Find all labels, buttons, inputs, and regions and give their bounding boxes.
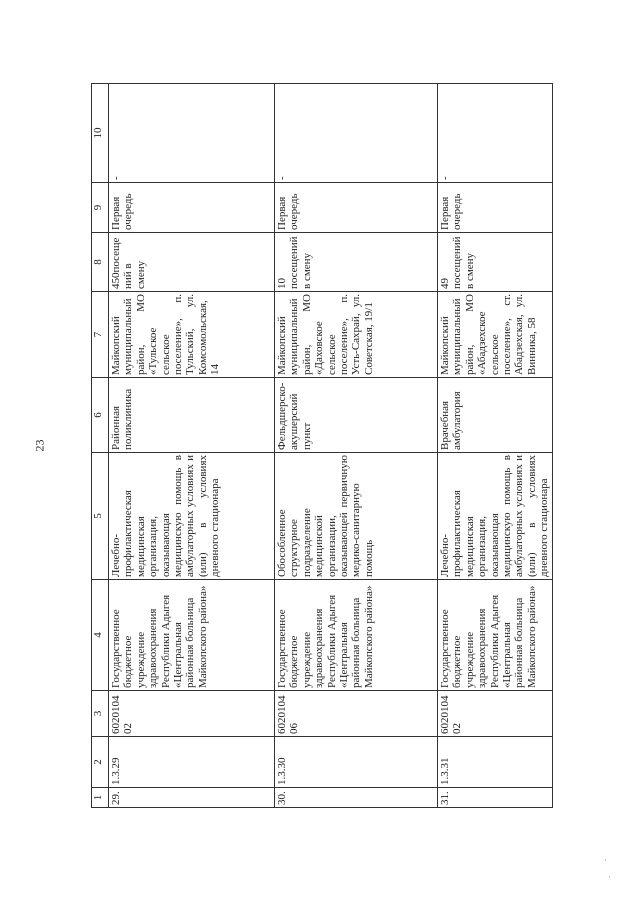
table-row — [438, 84, 553, 808]
facilities-table — [91, 83, 553, 808]
org-id: 602010402 — [438, 691, 553, 737]
organization-type: Обособленное структурное подразделение медицинской организации, оказывающей первичную медико-санитарную помощь — [275, 453, 438, 580]
capacity: 49 посещений в смену — [438, 233, 553, 292]
organization-type: Лечебно-профилактическая медицинская организация, оказывающая медицинскую помощь в амбулаторных условиях и (или) в условиях дневного стационара — [438, 453, 553, 580]
col-header-7: 7 — [92, 292, 109, 378]
row-number: 29. — [109, 788, 275, 808]
table-row — [109, 84, 275, 808]
col-header-6: 6 — [92, 378, 109, 453]
page-number: 23 — [32, 439, 47, 452]
scan-speck: · — [604, 855, 607, 865]
col-header-5: 5 — [92, 453, 109, 580]
facility-type: Районная поликлиника — [109, 378, 275, 453]
item-code: 1.3.30 — [275, 737, 438, 788]
item-code: 1.3.31 — [438, 737, 553, 788]
org-id: 602010406 — [275, 691, 438, 737]
capacity: 10 посещений в смену — [275, 233, 438, 292]
header-row — [92, 84, 109, 808]
table-row — [275, 84, 438, 808]
facility-type: Врачебная амбулатория — [438, 378, 553, 453]
address: Майкопский муниципальный район, МО «Абадзехское сельское поселение», ст. Абадзехская, ул. Винника, 58 — [438, 292, 553, 378]
organization-name: Государственное бюджетное учреждение здравоохранения Республики Адыгея «Центральная районная больница Майкопского района» — [275, 580, 438, 691]
row-number: 30. — [275, 788, 438, 808]
address: Майкопский муниципальный район, МО «Тульское сельское поселение», п. Тульский, ул. Комсомольская, 14 — [109, 292, 275, 378]
organization-name: Государственное бюджетное учреждение здравоохранения Республики Адыгея «Центральная районная больница Майкопского района» — [109, 580, 275, 691]
queue: Первая очередь — [438, 183, 553, 233]
capacity: 450посещений в смену — [109, 233, 275, 292]
queue: Первая очередь — [275, 183, 438, 233]
facility-type: Фельдшерско-акушерский пункт — [275, 378, 438, 453]
organization-name: Государственное бюджетное учреждение здравоохранения Республики Адыгея «Центральная районная больница Майкопского района» — [438, 580, 553, 691]
note: - — [109, 84, 275, 183]
col-header-3: 3 — [92, 691, 109, 737]
col-header-8: 8 — [92, 233, 109, 292]
item-code: 1.3.29 — [109, 737, 275, 788]
col-header-4: 4 — [92, 580, 109, 691]
address: Майкопский муниципальный район, МО «Даховское сельское поселение», п. Усть-Сахрай, ул. Советская, 19/1 — [275, 292, 438, 378]
col-header-2: 2 — [92, 737, 109, 788]
organization-type: Лечебно-профилактическая медицинская организация, оказывающая медицинскую помощь в амбулаторных условиях и (или) в условиях дневного стационара — [109, 453, 275, 580]
rotated-table-container — [91, 84, 551, 808]
col-header-9: 9 — [92, 183, 109, 233]
col-header-10: 10 — [92, 84, 109, 183]
note: - — [275, 84, 438, 183]
queue: Первая очередь — [109, 183, 275, 233]
col-header-1: 1 — [92, 788, 109, 808]
note: - — [438, 84, 553, 183]
scan-speck: · — [608, 872, 611, 882]
row-number: 31. — [438, 788, 553, 808]
org-id: 602010402 — [109, 691, 275, 737]
